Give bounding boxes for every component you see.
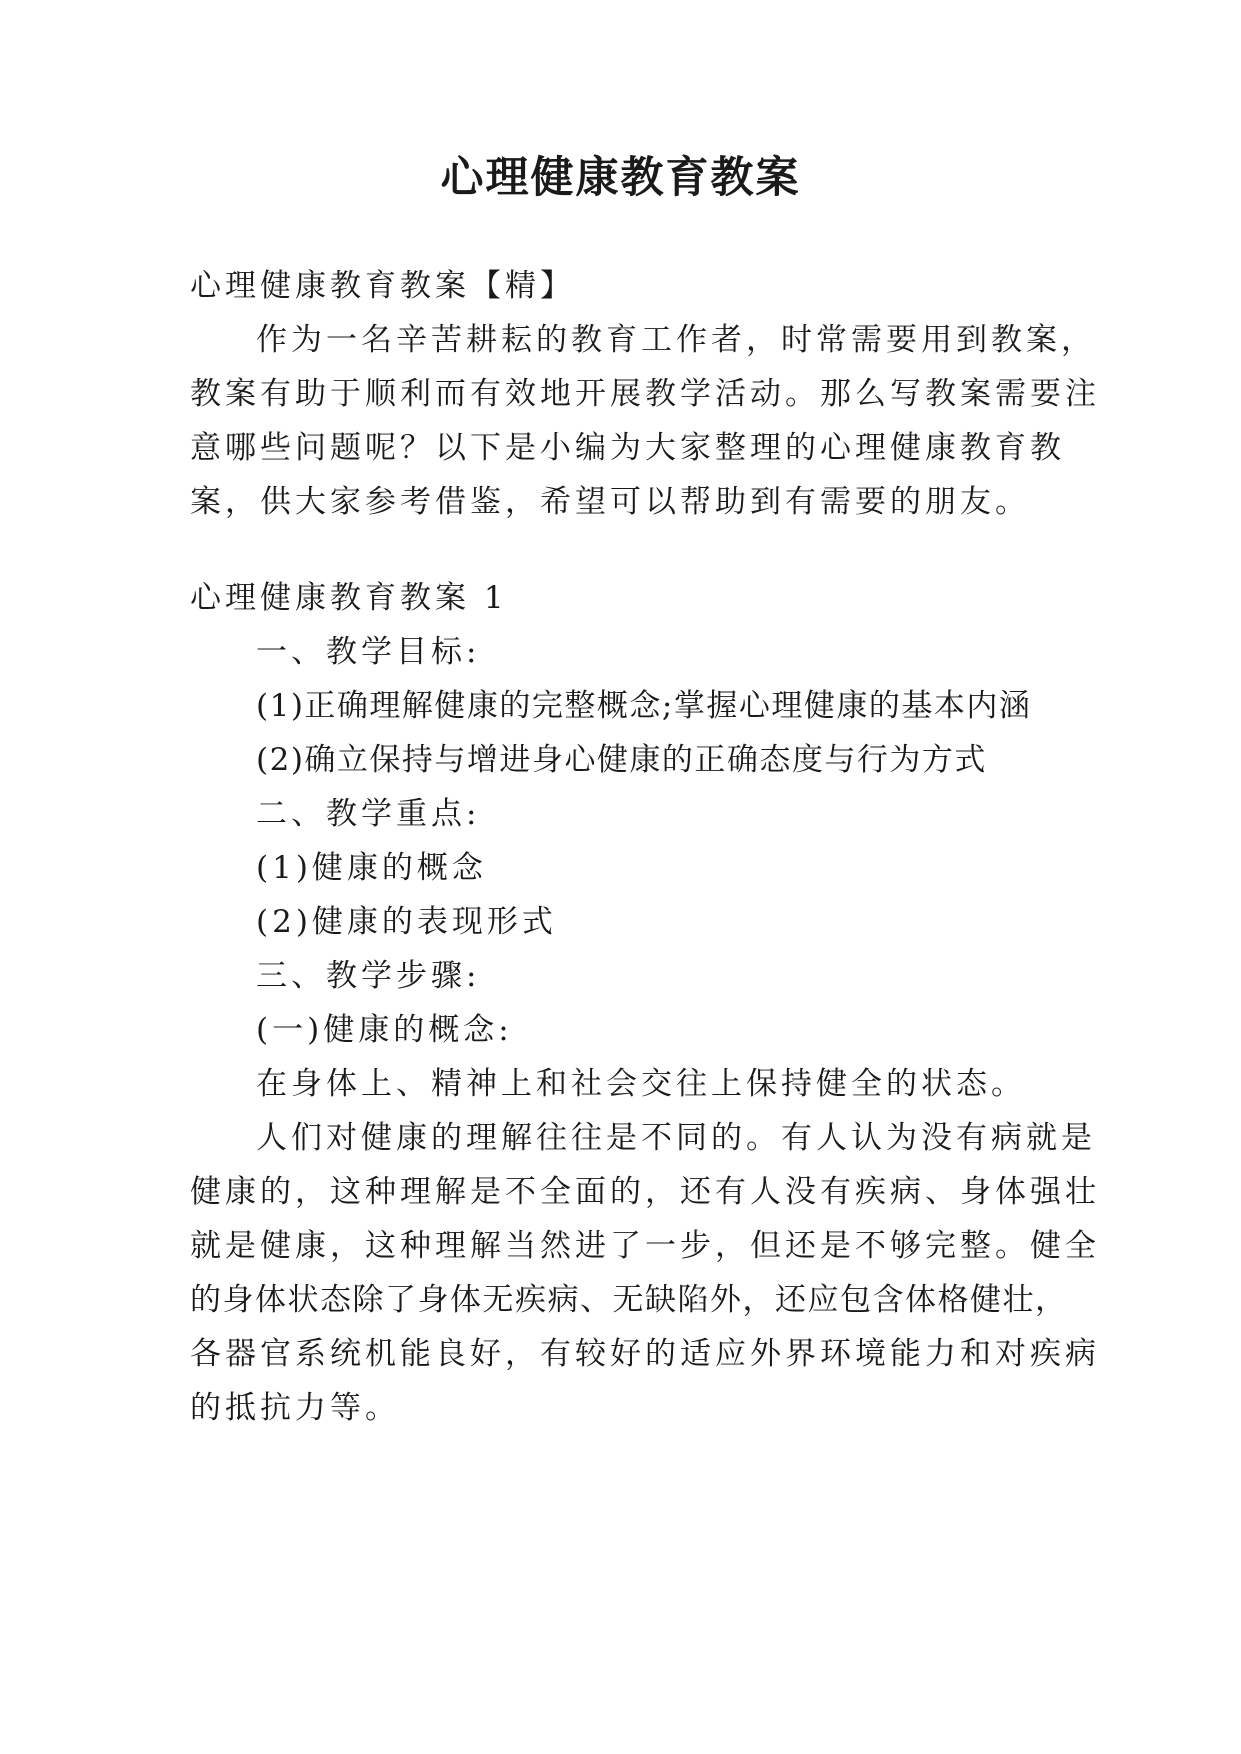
body-line-6: 的抵抗力等。 — [190, 1390, 400, 1426]
step-heading-1: (一)健康的概念: — [256, 1012, 513, 1048]
body-line-1: 人们对健康的理解往往是不同的。有人认为没有病就是 — [256, 1120, 1096, 1156]
heading-teaching-goals: 一、教学目标: — [256, 634, 481, 670]
body-line-3: 就是健康，这种理解当然进了一步，但还是不够完整。健全 — [190, 1228, 1100, 1264]
heading-teaching-focus: 二、教学重点: — [256, 796, 481, 832]
body-line-4: 的身体状态除了身体无疾病、无缺陷外，还应包含体格健壮， — [190, 1282, 1068, 1318]
intro-line-3: 意哪些问题呢？以下是小编为大家整理的心理健康教育教 — [190, 430, 1065, 466]
body-line-5: 各器官系统机能良好，有较好的适应外界环境能力和对疾病 — [190, 1336, 1100, 1372]
document-title: 心理健康教育教案 — [440, 153, 801, 203]
step-definition: 在身体上、精神上和社会交往上保持健全的状态。 — [256, 1066, 1026, 1102]
intro-line-4: 案，供大家参考借鉴，希望可以帮助到有需要的朋友。 — [190, 484, 1030, 520]
intro-line-1: 作为一名辛苦耕耘的教育工作者，时常需要用到教案， — [256, 322, 1096, 358]
document-subtitle: 心理健康教育教案【精】 — [190, 268, 575, 304]
focus-item-2: (2)健康的表现形式 — [256, 904, 557, 940]
body-line-2: 健康的，这种理解是不全面的，还有人没有疾病、身体强壮 — [190, 1174, 1100, 1210]
goal-item-1: (1)正确理解健康的完整概念;掌握心理健康的基本内涵 — [256, 688, 1032, 724]
goal-item-2: (2)确立保持与增进身心健康的正确态度与行为方式 — [256, 742, 987, 778]
heading-teaching-steps: 三、教学步骤: — [256, 958, 481, 994]
focus-item-1: (1)健康的概念 — [256, 850, 487, 886]
section-heading: 心理健康教育教案 1 — [190, 580, 508, 616]
intro-line-2: 教案有助于顺利而有效地开展教学活动。那么写教案需要注 — [190, 376, 1100, 412]
